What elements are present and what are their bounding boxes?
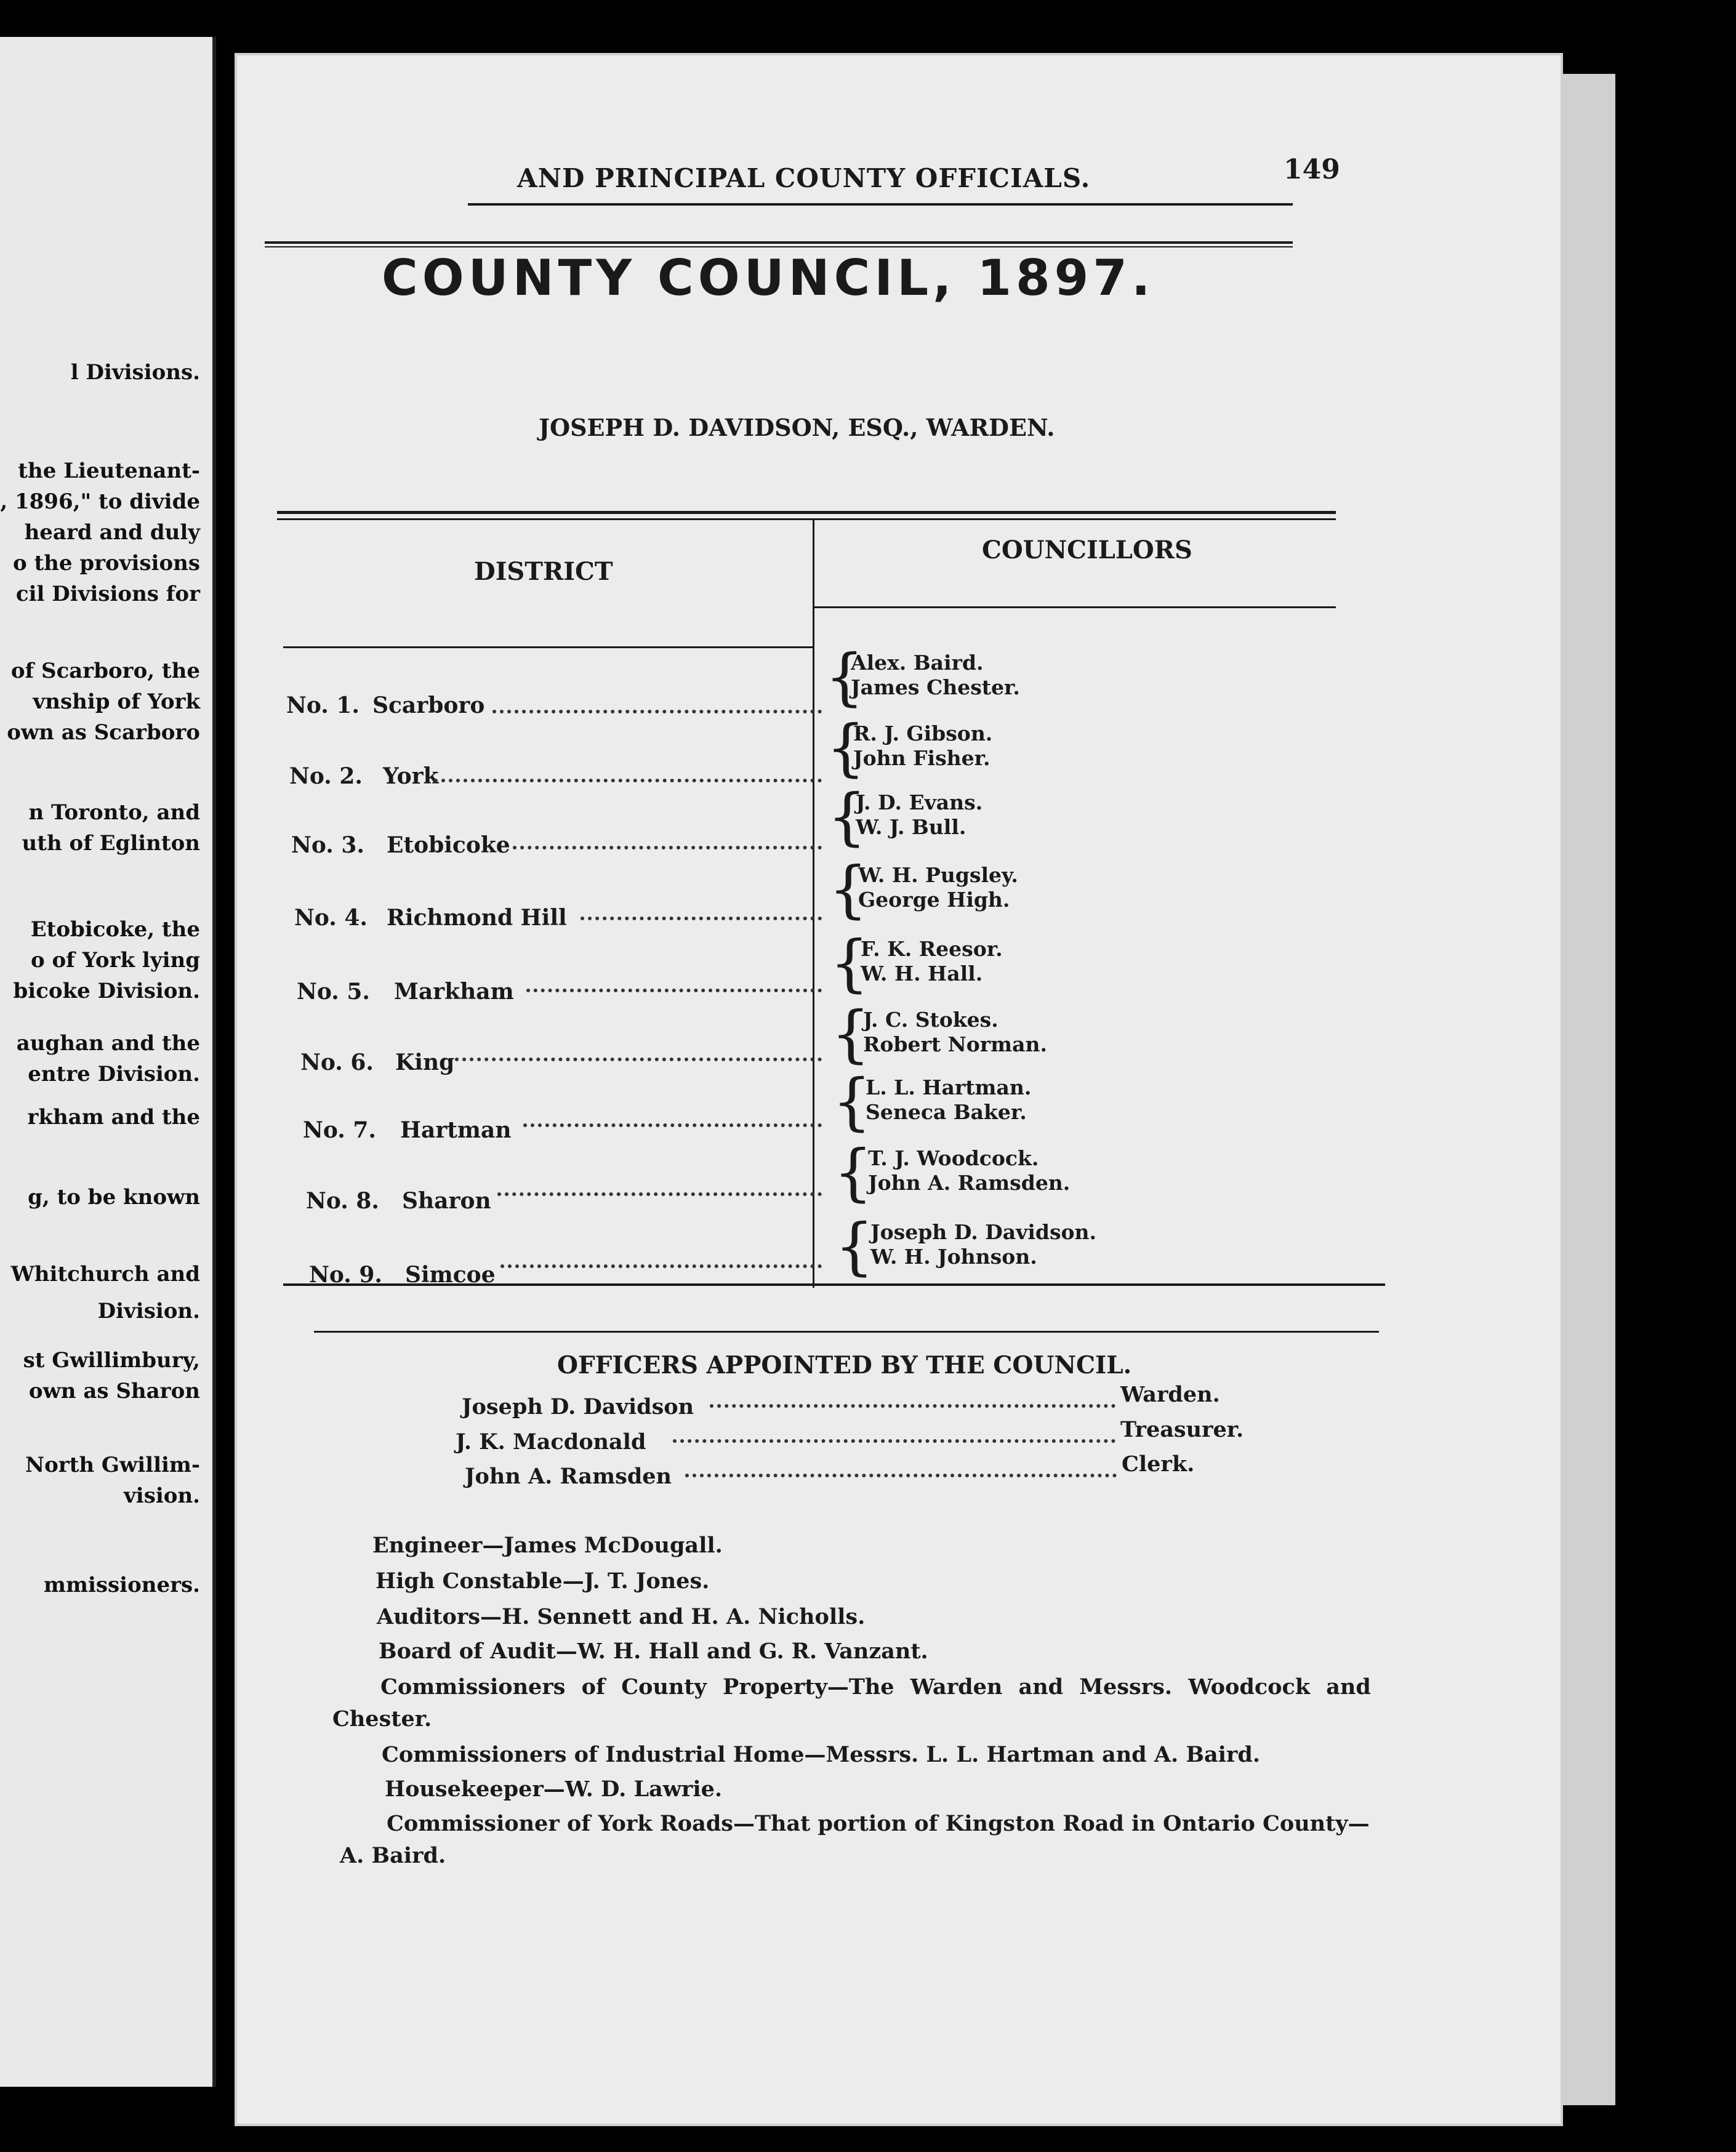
left-page-line: Whitchurch and: [10, 1262, 200, 1287]
dot-leader: [581, 917, 822, 920]
left-page-line: o the provisions: [12, 551, 200, 576]
councillor-name: W. H. Johnson.: [870, 1245, 1037, 1269]
left-page-line: heard and duly: [24, 520, 200, 545]
councillor-name: John A. Ramsden.: [868, 1171, 1071, 1195]
councillor-brace: {: [832, 1066, 872, 1138]
district-name: Markham: [394, 979, 514, 1005]
councillor-name: R. J. Gibson.: [853, 721, 993, 745]
district-column-header: DISTRICT: [474, 557, 613, 586]
dot-leader: [673, 1439, 1115, 1443]
header-rule-mid: [265, 246, 1293, 247]
district-number: No. 3.: [291, 832, 364, 858]
district-number: No. 1.: [286, 693, 360, 718]
left-page-line: own as Sharon: [28, 1379, 200, 1403]
district-name: Etobicoke: [387, 832, 510, 858]
district-number: No. 9.: [309, 1262, 382, 1288]
councillor-brace: {: [831, 998, 870, 1070]
councillor-brace: {: [825, 641, 864, 713]
district-name: Scarboro: [372, 693, 485, 718]
councillor-brace: {: [834, 1136, 873, 1208]
york-roads-line1: Commissioner of York Roads—That portion of Kingston Road in Ontario County—: [387, 1811, 1370, 1836]
district-number: No. 2.: [289, 763, 363, 789]
councillor-name: George High.: [858, 888, 1010, 912]
district-name: Simcoe: [405, 1262, 496, 1288]
york-roads-line2: A. Baird.: [340, 1843, 446, 1868]
left-page-line: the Lieutenant-: [18, 459, 200, 483]
left-page-line: North Gwillim-: [25, 1453, 200, 1477]
left-page-fragment: [0, 37, 216, 2087]
dot-leader: [523, 1123, 822, 1127]
left-page-line: o of York lying: [30, 948, 200, 973]
dot-leader: [492, 710, 822, 713]
commissioners-industrial-line: Commissioners of Industrial Home—Messrs. L. L. Hartman and A. Baird.: [382, 1742, 1261, 1767]
councillors-column-header: COUNCILLORS: [982, 536, 1192, 564]
header-underline-councillors: [814, 606, 1336, 608]
housekeeper-line: Housekeeper—W. D. Lawrie.: [385, 1777, 723, 1802]
left-page-line: n Toronto, and: [28, 800, 200, 825]
councillor-name: W. J. Bull.: [856, 815, 966, 839]
left-page-line: bicoke Division.: [13, 979, 200, 1003]
councillor-name: J. D. Evans.: [856, 790, 983, 814]
councillor-brace: {: [830, 927, 869, 999]
dot-leader: [526, 989, 822, 992]
councillor-name: John Fisher.: [853, 746, 991, 770]
page-title: COUNTY COUNCIL, 1897.: [382, 249, 1155, 307]
councillor-name: Robert Norman.: [863, 1032, 1047, 1056]
engineer-line: Engineer—James McDougall.: [372, 1533, 723, 1558]
officers-heading: OFFICERS APPOINTED BY THE COUNCIL.: [557, 1351, 1132, 1379]
left-page-line: rkham and the: [27, 1105, 200, 1130]
officer-name: John A. Ramsden: [465, 1464, 672, 1489]
officer-title: Clerk.: [1122, 1451, 1195, 1477]
warden-line: JOSEPH D. DAVIDSON, ESQ., WARDEN.: [539, 414, 1055, 441]
officer-name: J. K. Macdonald: [456, 1429, 646, 1455]
officer-name: Joseph D. Davidson: [462, 1394, 694, 1419]
left-page-line: vnship of York: [33, 689, 200, 714]
councillor-name: J. C. Stokes.: [863, 1008, 999, 1032]
left-page-line: of Scarboro, the: [10, 659, 200, 683]
column-divider: [813, 518, 814, 1288]
table-rule-top: [277, 511, 1336, 514]
header-rule-top: [468, 203, 1293, 206]
left-page-line: mmissioners.: [44, 1573, 200, 1597]
dot-leader: [434, 779, 822, 782]
dot-leader: [455, 1058, 822, 1061]
councillor-name: W. H. Hall.: [861, 962, 983, 986]
left-page-line: g, to be known: [28, 1185, 200, 1210]
left-page-line: vision.: [124, 1484, 200, 1508]
board-of-audit-line: Board of Audit—W. H. Hall and G. R. Vanzant.: [379, 1639, 928, 1664]
district-name: Richmond Hill: [387, 905, 567, 931]
district-name: King: [395, 1050, 455, 1075]
left-page-line: aughan and the: [16, 1031, 200, 1056]
dot-leader: [685, 1474, 1117, 1477]
left-page-line: , 1896," to divide: [0, 489, 200, 514]
dot-leader: [513, 846, 822, 849]
councillor-brace: {: [829, 853, 868, 925]
left-page-line: cil Divisions for: [15, 582, 200, 606]
header-underline-district: [283, 646, 813, 648]
councillor-name: Seneca Baker.: [866, 1100, 1027, 1124]
district-number: No. 5.: [297, 979, 370, 1005]
left-page-line: uth of Eglinton: [22, 831, 200, 856]
left-page-line: l Divisions.: [70, 360, 200, 385]
councillor-brace: {: [826, 712, 866, 784]
left-page-line: entre Division.: [28, 1062, 200, 1086]
left-page-line: st Gwillimbury,: [23, 1348, 200, 1373]
high-constable-line: High Constable—J. T. Jones.: [376, 1568, 710, 1594]
dot-leader: [497, 1192, 822, 1196]
district-name: York: [383, 763, 439, 789]
district-number: No. 4.: [294, 905, 368, 931]
district-name: Sharon: [402, 1188, 491, 1214]
councillor-name: Alex. Baird.: [851, 651, 984, 675]
header-rule-bottom: [265, 241, 1293, 244]
officers-rule: [314, 1331, 1379, 1333]
district-number: No. 7.: [303, 1117, 376, 1143]
auditors-line: Auditors—H. Sennett and H. A. Nicholls.: [377, 1604, 866, 1629]
running-head: AND PRINCIPAL COUNTY OFFICIALS.: [517, 163, 1091, 193]
left-page-line: own as Scarboro: [7, 720, 200, 745]
officer-title: Treasurer.: [1120, 1417, 1244, 1442]
councillor-name: F. K. Reesor.: [861, 937, 1003, 961]
councillor-brace: {: [827, 781, 867, 853]
page-number: 149: [1284, 154, 1340, 185]
councillor-name: Joseph D. Davidson.: [870, 1220, 1097, 1244]
commissioners-property-line2: Chester.: [332, 1706, 432, 1732]
councillor-name: T. J. Woodcock.: [868, 1146, 1039, 1170]
commissioners-property-line1: Commissioners of County Property—The Warden and Messrs. Woodcock and: [380, 1674, 1371, 1700]
officer-title: Warden.: [1120, 1382, 1220, 1407]
dot-leader: [500, 1264, 822, 1268]
councillor-name: L. L. Hartman.: [866, 1075, 1032, 1099]
dot-leader: [710, 1404, 1115, 1408]
councillor-brace: {: [835, 1210, 874, 1282]
district-number: No. 8.: [306, 1188, 379, 1214]
table-rule-top2: [277, 518, 1336, 520]
district-number: No. 6.: [300, 1050, 374, 1075]
left-page-line: Etobicoke, the: [30, 917, 200, 942]
district-name: Hartman: [400, 1117, 512, 1143]
councillor-name: James Chester.: [851, 675, 1020, 699]
councillor-name: W. H. Pugsley.: [858, 863, 1018, 887]
left-page-line: Division.: [97, 1299, 200, 1323]
